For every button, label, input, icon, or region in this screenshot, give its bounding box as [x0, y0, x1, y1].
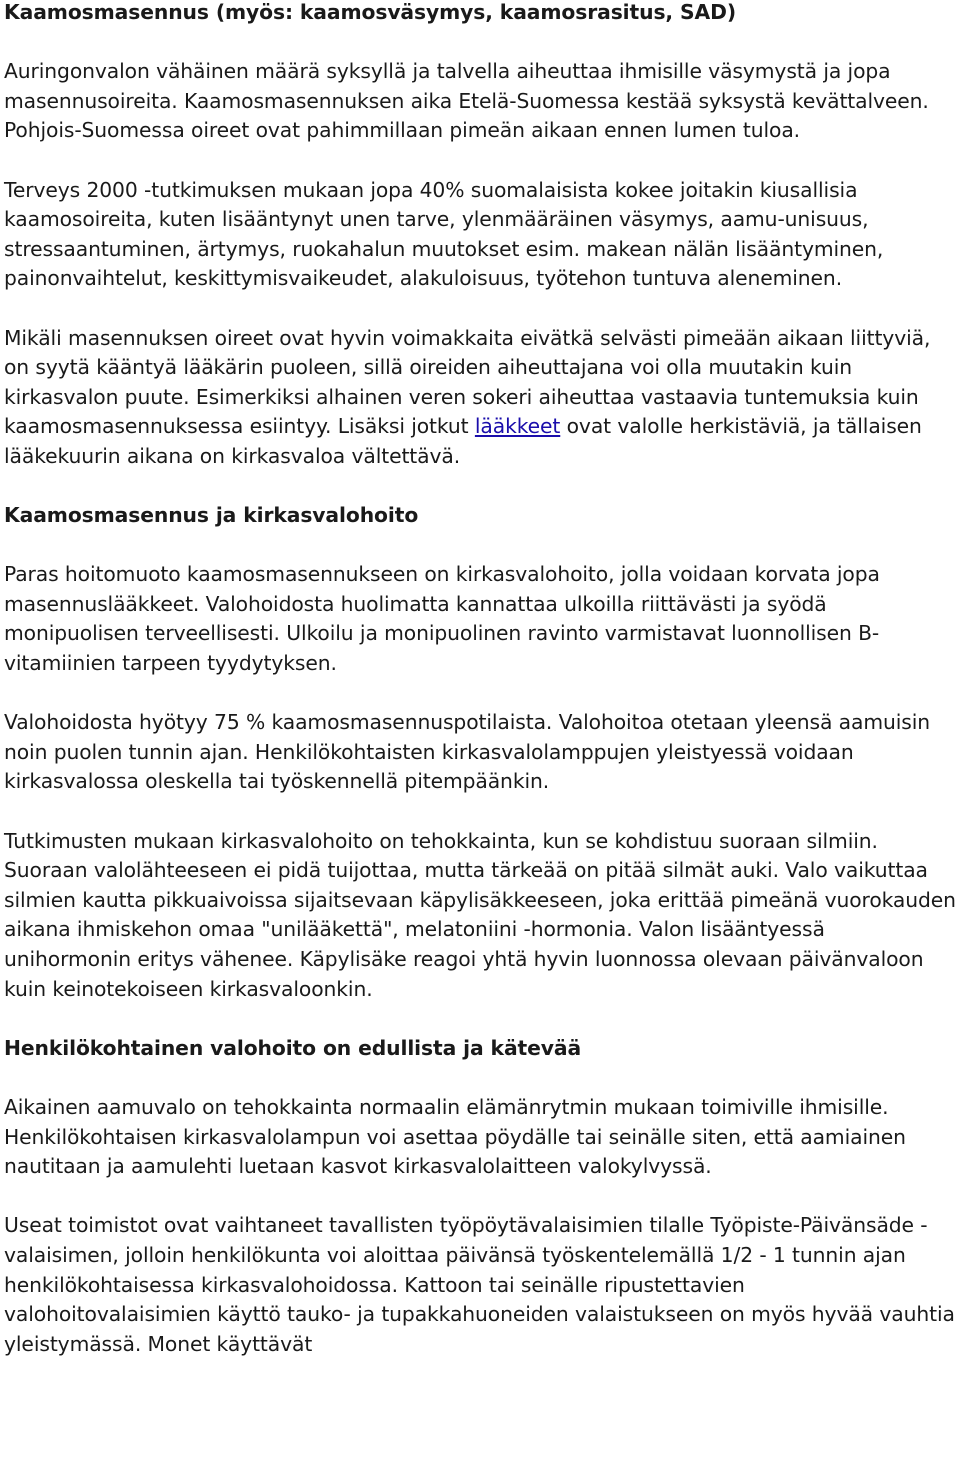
useat-paragraph: Useat toimistot ovat vaihtaneet tavallisten työpöytävalaisimien tilalle Työpiste-Päivänsäde -valaisimen, jolloin henkilökunta voi aloittaa päivänsä työskentelemällä 1/2 - 1 tunnin ajan henkilökohtaisessa kirkasvalohoidossa. Kattoon tai seinälle ripustettavien valohoitovalaisimien käyttö tauko- ja tupakkahuoneiden valaistukseen on myös hyvää vauhtia yleistymässä. Monet käyttävät	[4, 1213, 955, 1356]
section-heading-light-therapy: Kaamosmasennus ja kirkasvalohoito	[4, 503, 419, 528]
terveys-paragraph: Terveys 2000 -tutkimuksen mukaan jopa 40% suomalaisista kokee joitakin kiusallisia kaamosoireita, kuten lisääntynyt unen tarve, ylenmääräinen väsymys, aamu-unisuus, stressaantuminen, ärtymys, ruokahalun muutokset esim. makean nälän lisääntyminen, painonvaihtelut, keskittymisvaikeudet, alakuloisuus, työtehon tuntuva aleneminen.	[4, 177, 884, 291]
hyotyy-paragraph: Valohoidosta hyötyy 75 % kaamosmasennuspotilaista. Valohoitoa otetaan yleensä aamuisin noin puolen tunnin ajan. Henkilökohtaisten kirkasvalolamppujen yleistyessä voidaan kirkasvalossa oleskella tai työskennellä pitempäänkin.	[4, 710, 931, 794]
section-heading-personal-therapy: Henkilökohtainen valohoito on edullista ja kätevää	[4, 1035, 582, 1060]
intro-paragraph: Auringonvalon vähäinen määrä syksyllä ja talvella aiheuttaa ihmisille väsymystä ja jopa masennusoireita. Kaamosmasennuksen aika Etelä-Suomessa kestää syksystä kevättalveen. Pohjois-Suomessa oireet ovat pahimmillaan pimeän aikaan ennen lumen tuloa.	[4, 59, 929, 143]
page-title: Kaamosmasennus (myös: kaamosväsymys, kaamosrasitus, SAD)	[4, 0, 736, 24]
document-page	[4, 0, 956, 1359]
paras-paragraph: Paras hoitomuoto kaamosmasennukseen on kirkasvalohoito, jolla voidaan korvata jopa masennuslääkkeet. Valohoidosta huolimatta kannattaa ulkoilla riittävästi ja syödä monipuolisen terveellisesti. Ulkoilu ja monipuolinen ravinto varmistavat luonnollisen B-vitamiinien tarpeen tyydytyksen.	[4, 562, 880, 676]
aikainen-paragraph: Aikainen aamuvalo on tehokkainta normaalin elämänrytmin mukaan toimiville ihmisille. Henkilökohtaisen kirkasvalolampun voi asettaa pöydälle tai seinälle siten, että aamiainen nautitaan ja aamulehti luetaan kasvot kirkasvalolaitteen valokylvyssä.	[4, 1094, 906, 1179]
mikali-paragraph	[4, 324, 956, 472]
mikali-text-before: Mikäli masennuksen oireet ovat hyvin voimakkaita eivätkä selvästi pimeään aikaan liittyviä, on syytä kääntyä lääkärin puoleen, sillä oireiden aiheuttajana voi olla muutakin kuin kirkasvalon puute. Esimerkiksi alhainen veren sokeri aiheuttaa vastaavia tuntemuksia kuin kaamosmasennuksessa esiintyy. Lisäksi jotkut	[4, 325, 931, 439]
tutkimusten-paragraph: Tutkimusten mukaan kirkasvalohoito on tehokkainta, kun se kohdistuu suoraan silmiin. Suoraan valolähteeseen ei pidä tuijottaa, mutta tärkeää on pitää silmät auki. Valo vaikuttaa silmien kautta pikkuaivoissa sijaitsevaan käpylisäkkeeseen, joka erittää pimeänä vuorokauden aikana ihmiskehon omaa "unilääkettä", melatoniini -hormonia. Valon lisääntyessä unihormonin eritys vähenee. Käpylisäke reagoi yhtä hyvin luonnossa olevaan päivänvaloon kuin keinotekoiseen kirkasvaloonkin.	[4, 828, 956, 1001]
mikali-text-after: ovat valolle herkistäviä, ja tällaisen lääkekuurin aikana on kirkasvaloa vältettävä.	[4, 414, 922, 468]
medicines-link[interactable]: lääkkeet	[474, 414, 561, 439]
